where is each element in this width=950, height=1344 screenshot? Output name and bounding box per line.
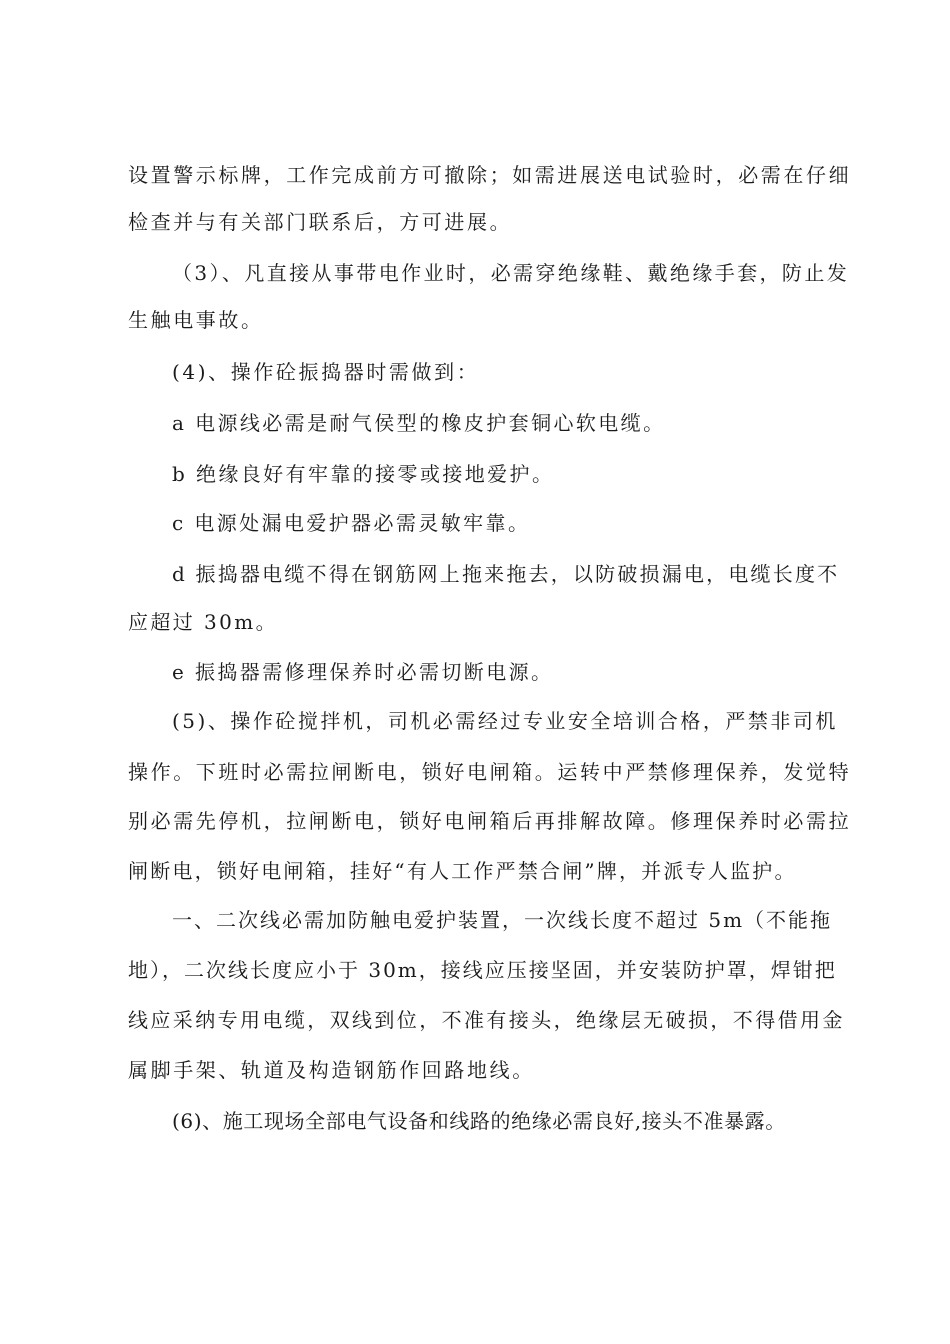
text-line: 应超过 30m。 [128,610,278,634]
text-line: 地），二次线长度应小于 30m，接线应压接坚固，并安装防护罩，焊钳把 [128,958,837,982]
text-line: 操作。下班时必需拉闸断电，锁好电闸箱。运转中严禁修理保养，发觉特 [128,760,852,784]
text-line: b 绝缘良好有牢靠的接零或接地爱护。 [172,462,555,486]
text-line: d 振捣器电缆不得在钢筋网上拖来拖去，以防破损漏电，电缆长度不 [172,562,840,586]
text-line: 设置警示标牌，工作完成前方可撤除；如需进展送电试验时，必需在仔细 [128,163,852,187]
text-line: a 电源线必需是耐气侯型的橡皮护套铜心软电缆。 [172,411,666,435]
text-line: 闸断电，锁好电闸箱，挂好“有人工作严禁合闸”牌，并派专人监护。 [128,859,797,883]
text-line: （3）、凡直接从事带电作业时，必需穿绝缘鞋、戴绝缘手套，防止发 [172,261,850,285]
text-line: (5)、操作砼搅拌机，司机必需经过专业安全培训合格，严禁非司机 [172,709,838,733]
text-line: 检查并与有关部门联系后，方可进展。 [128,210,513,234]
text-line: (6)、施工现场全部电气设备和线路的绝缘必需良好,接头不准暴露。 [172,1109,786,1133]
text-line: 生触电事故。 [128,308,264,332]
text-line: 一、二次线必需加防触电爱护装置，一次线长度不超过 5m（不能拖 [172,908,833,932]
text-line: (4)、操作砼振捣器时需做到： [172,360,480,384]
text-line: 线应采纳专用电缆，双线到位，不准有接头，绝缘层无破损，不得借用金 [128,1008,845,1032]
text-line: 别必需先停机，拉闸断电，锁好电闸箱后再排解故障。修理保养时必需拉 [128,809,852,833]
text-line: c 电源处漏电爱护器必需灵敏牢靠。 [172,511,531,535]
text-line: e 振捣器需修理保养时必需切断电源。 [172,660,554,684]
text-line: 属脚手架、轨道及构造钢筋作回路地线。 [128,1058,535,1082]
